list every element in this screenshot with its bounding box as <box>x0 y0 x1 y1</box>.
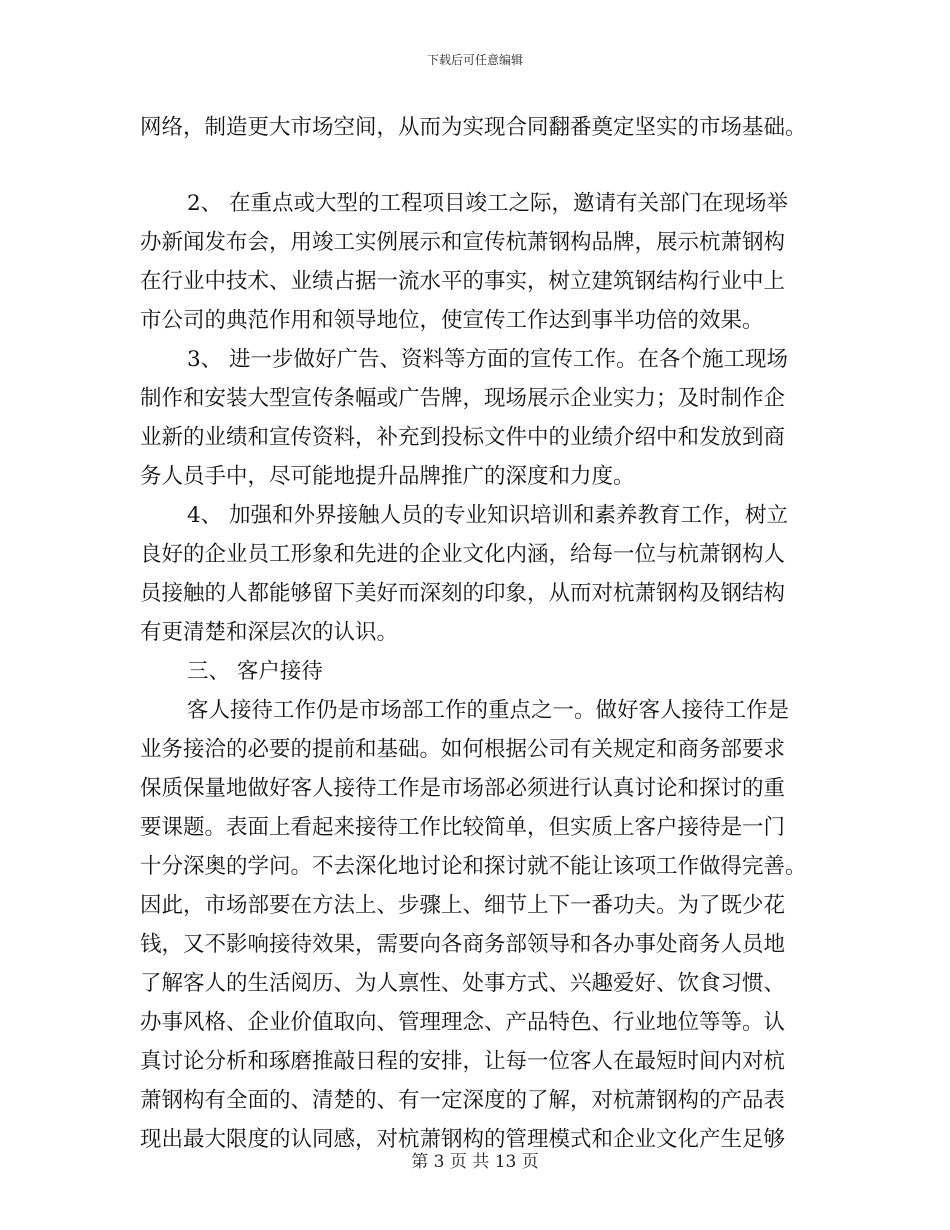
text-line: 4、 加强和外界接触人员的专业知识培训和素养教育工作，树立 <box>187 503 789 528</box>
text-line: 业新的业绩和宣传资料，补充到投标文件中的业绩介绍中和发放到商 <box>140 425 786 450</box>
text-line: 良好的企业员工形象和先进的企业文化内涵，给每一位与杭萧钢构人 <box>140 542 786 567</box>
page-number-footer: 第 3 页 共 13 页 <box>411 1152 539 1172</box>
text-line: 办事风格、企业价值取向、管理理念、产品特色、行业地位等等。认 <box>140 1010 786 1035</box>
page-header: 下载后可任意编辑 <box>426 53 523 67</box>
paragraph-spacer <box>140 147 810 184</box>
text-line: 市公司的典范作用和领导地位，使宣传工作达到事半功倍的效果。 <box>140 308 764 333</box>
text-line: 网络，制造更大市场空间，从而为实现合同翻番奠定坚实的市场基础。 <box>140 115 807 140</box>
text-line: 在行业中技术、业绩占据一流水平的事实，树立建筑钢结构行业中上 <box>140 269 786 294</box>
text-line: 客人接待工作仍是市场部工作的重点之一。做好客人接待工作是 <box>187 698 790 723</box>
paragraph <box>140 184 810 340</box>
paragraph <box>140 496 810 652</box>
text-line: 务人员手中，尽可能地提升品牌推广的深度和力度。 <box>140 464 635 489</box>
text-line: 有更清楚和深层次的认识。 <box>140 620 399 645</box>
text-line: 真讨论分析和琢磨推敲日程的安排，让每一位客人在最短时间内对杭 <box>140 1049 786 1074</box>
text-line: 现出最大限度的认同感，对杭萧钢构的管理模式和企业文化产生足够 <box>140 1127 786 1152</box>
text-line: 2、 在重点或大型的工程项目竣工之际，邀请有关部门在现场举 <box>187 191 789 216</box>
text-line: 萧钢构有全面的、清楚的、有一定深度的了解，对杭萧钢构的产品表 <box>140 1088 786 1113</box>
text-line: 了解客人的生活阅历、为人禀性、处事方式、兴趣爱好、饮食习惯、 <box>140 971 786 996</box>
section-heading <box>140 652 810 691</box>
text-line: 因此，市场部要在方法上、步骤上、细节上下一番功夫。为了既少花 <box>140 893 786 918</box>
text-line: 十分深奥的学问。不去深化地讨论和探讨就不能让该项工作做得完善。 <box>140 854 807 879</box>
text-line: 业务接洽的必要的提前和基础。如何根据公司有关规定和商务部要求 <box>140 737 786 762</box>
paragraph <box>140 108 810 147</box>
paragraph <box>140 691 810 1159</box>
paragraph <box>140 340 810 496</box>
text-line: 三、 客户接待 <box>187 659 323 684</box>
text-line: 3、 进一步做好广告、资料等方面的宣传工作。在各个施工现场 <box>187 347 789 372</box>
text-line: 保质保量地做好客人接待工作是市场部必须进行认真讨论和探讨的重 <box>140 776 786 801</box>
text-line: 钱，又不影响接待效果，需要向各商务部领导和各办事处商务人员地 <box>140 932 786 957</box>
document-body <box>140 108 810 1159</box>
text-line: 办新闻发布会，用竣工实例展示和宣传杭萧钢构品牌，展示杭萧钢构 <box>140 230 786 255</box>
text-line: 制作和安装大型宣传条幅或广告牌，现场展示企业实力；及时制作企 <box>140 386 786 411</box>
text-line: 要课题。表面上看起来接待工作比较简单，但实质上客户接待是一门 <box>140 815 786 840</box>
text-line: 员接触的人都能够留下美好而深刻的印象，从而对杭萧钢构及钢结构 <box>140 581 786 606</box>
